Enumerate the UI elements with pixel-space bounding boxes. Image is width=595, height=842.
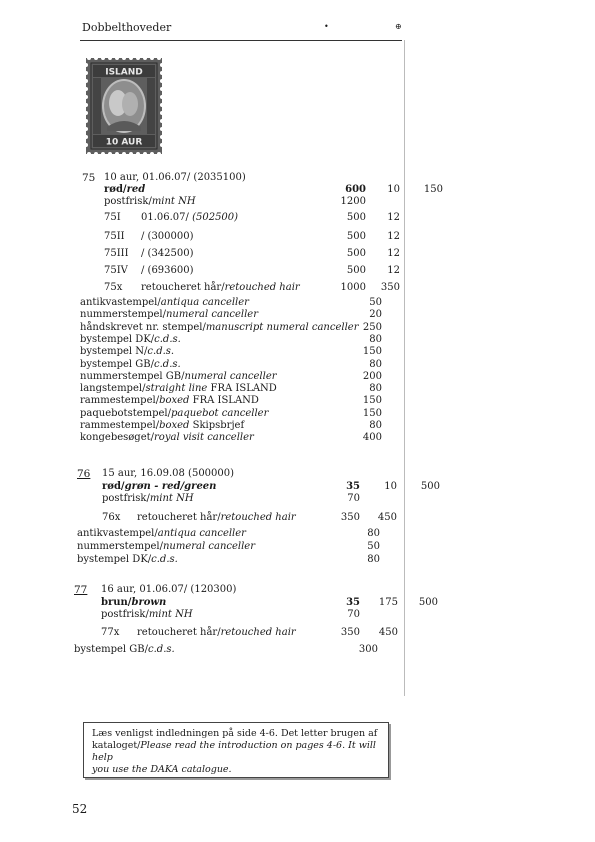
variety-description (141, 231, 194, 242)
text-danish: 01.06.07/ (141, 212, 189, 223)
text-danish: bystempel N/ (80, 346, 148, 358)
text-english: retouched hair (220, 627, 296, 638)
cancel-description (80, 383, 277, 394)
text-danish: rammestempel/ (80, 420, 160, 431)
cancel-description (80, 346, 174, 357)
stamp-image (85, 57, 163, 155)
text-danish: bystempel DK/ (80, 333, 155, 345)
text-danish: / (693600) (141, 265, 194, 276)
cancel-description (80, 408, 268, 419)
text-english: mint NH (149, 493, 194, 504)
cancel-price: 80 (369, 333, 382, 345)
text-english: numeral canceller (184, 370, 277, 382)
colour-line (102, 481, 216, 492)
text-danish: bystempel GB/ (80, 358, 155, 370)
price-unused: 350 (340, 512, 360, 523)
cancel-price: 150 (362, 407, 382, 419)
text-danish: rammestempel/ (80, 395, 160, 407)
mint-line (104, 196, 196, 207)
variety-description (141, 265, 194, 276)
text-english: c.d.s. (154, 358, 181, 370)
price-cover: 150 (423, 184, 443, 195)
variety-code: 75III (104, 248, 129, 259)
text-danish: rød/ (102, 481, 125, 492)
price-unused: 500 (346, 265, 366, 276)
text-english: (502500) (188, 212, 239, 223)
text-danish: paquebotstempel/ (80, 407, 172, 419)
text-danish: nummerstempel/ (80, 309, 166, 321)
text-english: grøn - red/green (124, 481, 217, 492)
cancel-description (80, 371, 277, 382)
text-danish: retoucheret hår/ (141, 282, 225, 293)
catalogue-number: 77 (74, 584, 88, 596)
price-unused: 1000 (340, 282, 366, 293)
text-danish: FRA ISLAND (189, 395, 259, 407)
variety-code: 75II (104, 231, 125, 242)
note-text: Læs venligst indledningen på side 4-6. Det letter brugen af (92, 728, 378, 739)
text-english: boxed (159, 395, 190, 407)
header-rule (80, 40, 402, 41)
text-danish: håndskrevet nr. stempel/ (80, 321, 206, 333)
text-danish: FRA ISLAND (207, 383, 277, 395)
text-danish: postfrisk/ (102, 493, 150, 504)
catalogue-number: 76 (77, 468, 91, 480)
price-unused: 1200 (340, 196, 366, 207)
text-danish: brun/ (101, 597, 132, 608)
cancel-description (80, 359, 181, 370)
issue-line: 15 aur, 16.09.08 (500000) (102, 468, 235, 479)
price-used: 12 (387, 231, 400, 242)
price-unused: 35 (346, 481, 360, 492)
text-english: mint NH (151, 196, 196, 207)
cancel-price: 50 (367, 541, 380, 552)
text-danish: antikvastempel/ (77, 528, 158, 539)
svg-text:10 AUR: 10 AUR (105, 137, 143, 148)
colour-line (101, 597, 166, 608)
price-unused: 70 (347, 609, 360, 620)
cancel-price: 400 (362, 432, 382, 444)
cancel-description (80, 395, 259, 406)
mint-line (101, 609, 193, 620)
text-english: c.d.s. (154, 333, 181, 345)
cancel-description (77, 541, 255, 552)
text-danish: / (300000) (141, 231, 194, 242)
text-english: retouched hair (220, 512, 296, 523)
cancel-price: 80 (369, 358, 382, 370)
price-used: 350 (380, 282, 400, 293)
price-used: 12 (387, 212, 400, 223)
price-unused: 500 (346, 231, 366, 242)
text-danish: retoucheret hår/ (137, 512, 221, 523)
price-unused: 500 (346, 212, 366, 223)
text-english: paquebot canceller (171, 407, 269, 419)
text-english: c.d.s. (151, 554, 178, 565)
price-cover: 500 (420, 481, 440, 492)
price-used: 10 (387, 184, 400, 195)
variety-description (141, 282, 300, 293)
text-english: boxed (159, 420, 190, 431)
mint-line (102, 493, 194, 504)
cancel-price: 20 (369, 309, 382, 321)
cancel-price: 80 (369, 383, 382, 395)
price-used: 175 (378, 597, 398, 608)
price-unused: 350 (340, 627, 360, 638)
price-cover: 500 (418, 597, 438, 608)
text-english: numeral canceller (162, 541, 256, 552)
cancel-price: 80 (369, 420, 382, 431)
cancel-description (80, 432, 254, 443)
text-danish: bystempel DK/ (77, 554, 152, 565)
price-used: 12 (387, 248, 400, 259)
page-number: 52 (72, 802, 88, 816)
cancel-price: 250 (362, 321, 382, 333)
variety-code: 75I (104, 212, 121, 223)
cancel-description (80, 322, 358, 333)
text-danish: retoucheret hår/ (137, 627, 221, 638)
price-unused: 70 (347, 493, 360, 504)
text-danish: postfrisk/ (104, 196, 152, 207)
issue-line: 10 aur, 01.06.07/ (2035100) (104, 172, 246, 183)
cancel-price: 200 (362, 370, 382, 382)
price-unused: 600 (345, 184, 366, 195)
text-danish: langstempel/ (80, 383, 146, 395)
variety-description (141, 248, 194, 259)
text-danish: kongebesøget/ (80, 432, 155, 444)
note-text-english: Please read the introduction on pages 4-6. It will help (92, 740, 376, 763)
cancel-price: 150 (362, 395, 382, 407)
variety-description (141, 212, 238, 223)
issue-line: 16 aur, 01.06.07/ (120300) (101, 584, 237, 595)
text-danish: rød/ (104, 184, 127, 195)
cancel-description (80, 334, 181, 345)
price-used: 12 (387, 265, 400, 276)
text-english: mint NH (148, 609, 193, 620)
cancel-price: 50 (369, 297, 382, 308)
price-unused: 35 (346, 597, 360, 608)
cancel-description (80, 420, 244, 431)
text-danish: Skipsbrjef (189, 420, 245, 431)
text-english: royal visit canceller (154, 432, 254, 444)
running-header: Dobbelthoveder (82, 21, 172, 34)
variety-code: 75IV (104, 265, 128, 276)
text-english: antiqua canceller (160, 297, 249, 308)
cancel-description (80, 309, 258, 320)
note-box (83, 722, 389, 778)
text-english: brown (131, 597, 167, 608)
cancel-price: 80 (367, 554, 380, 565)
text-english: retouched hair (224, 282, 300, 293)
text-danish: / (342500) (141, 248, 194, 259)
variety-code: 77x (101, 627, 120, 638)
cancel-description (80, 297, 249, 308)
svg-text:ISLAND: ISLAND (105, 67, 143, 78)
note-text: kataloget/ (92, 740, 141, 751)
text-english: c.d.s. (148, 644, 175, 655)
cancel-description (77, 554, 178, 565)
cancel-price: 80 (367, 528, 380, 539)
text-danish: nummerstempel GB/ (80, 370, 185, 382)
variety-code: 76x (102, 512, 121, 523)
price-used: 450 (378, 627, 398, 638)
variety-description (137, 627, 296, 638)
header-mark: • (324, 22, 329, 31)
text-danish: postfrisk/ (101, 609, 149, 620)
price-used: 10 (384, 481, 397, 492)
text-english: red (126, 184, 146, 195)
text-english: antiqua canceller (157, 528, 246, 539)
cancel-price: 150 (362, 346, 382, 358)
catalogue-number: 75 (82, 172, 96, 184)
text-english: numeral canceller (165, 309, 259, 321)
text-danish: bystempel GB/ (74, 644, 149, 655)
text-english: manuscript numeral canceller (205, 321, 359, 333)
note-text-english: you use the DAKA catalogue. (92, 764, 232, 775)
price-unused: 500 (346, 248, 366, 259)
header-mark: ⊕ (395, 22, 402, 31)
cancel-price: 300 (358, 644, 378, 655)
colour-line (104, 184, 145, 195)
text-danish: nummerstempel/ (77, 541, 163, 552)
text-english: straight line (145, 383, 208, 395)
variety-description (137, 512, 296, 523)
price-used: 450 (377, 512, 397, 523)
variety-code: 75x (104, 282, 123, 293)
cancel-description (74, 644, 175, 655)
cancel-description (77, 528, 246, 539)
text-english: c.d.s. (147, 346, 175, 358)
stamp-illustration (85, 57, 163, 155)
text-danish: antikvastempel/ (80, 297, 161, 308)
